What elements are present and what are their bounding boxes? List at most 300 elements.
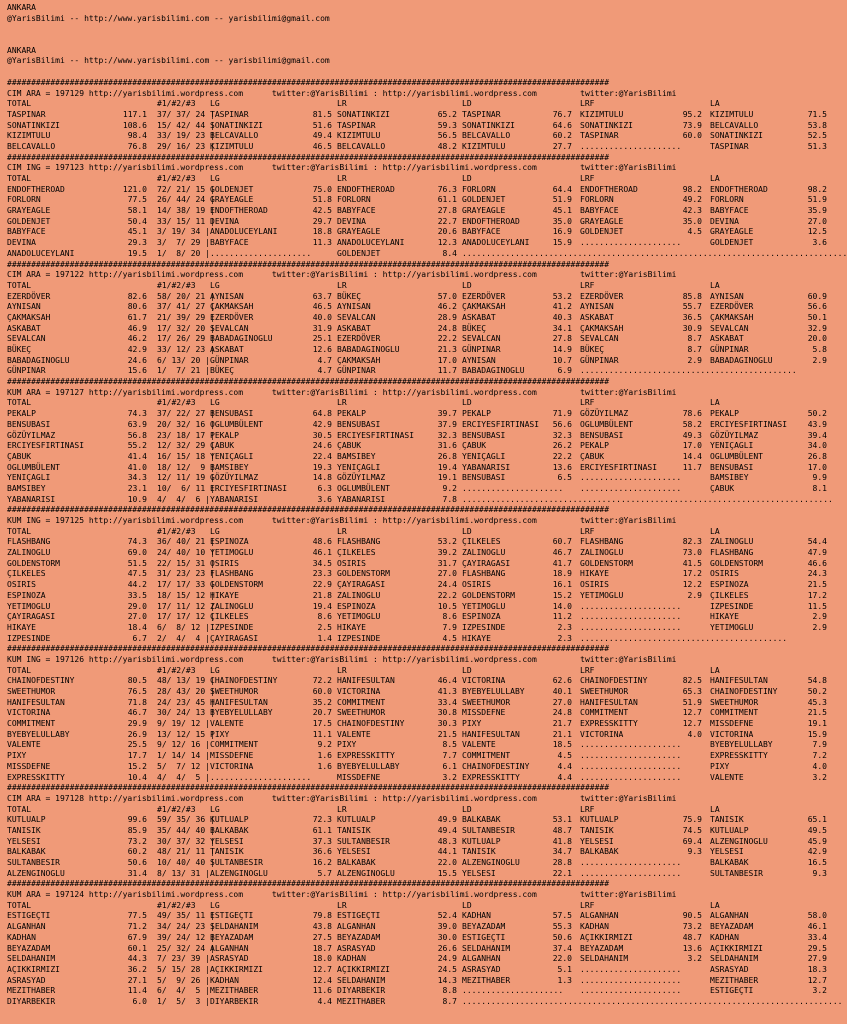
column-header: LRF bbox=[580, 99, 595, 109]
table-cell: YABANARISI bbox=[337, 494, 386, 504]
table-cell: 21.5 bbox=[807, 708, 827, 718]
table-cell: BABYFACE bbox=[337, 206, 376, 216]
column-header: LRF bbox=[580, 900, 595, 910]
table-cell: 29.5 bbox=[807, 943, 827, 953]
table-cell: 17.5 bbox=[312, 719, 332, 729]
table-cell: 36/ 40/ 21 | bbox=[157, 537, 215, 547]
table-cell: ALGANHAN bbox=[580, 911, 619, 921]
table-cell: SULTANBESIR bbox=[7, 858, 60, 868]
table-cell: 60.9 bbox=[807, 291, 827, 301]
table-cell: YENIÇAGLI bbox=[462, 451, 506, 461]
table-row bbox=[7, 248, 847, 260]
table-cell: ..................... bbox=[580, 761, 682, 771]
column-header: LD bbox=[462, 398, 472, 408]
table-cell: 29.0 bbox=[127, 601, 147, 611]
table-cell: BABADAGINOGLU bbox=[337, 345, 400, 355]
table-cell: 65.2 bbox=[437, 109, 457, 119]
table-cell: 99.6 bbox=[127, 815, 147, 825]
table-cell: ASRASYAD bbox=[462, 964, 501, 974]
table-cell: 12.4 bbox=[312, 975, 332, 985]
table-cell: 41.0 bbox=[127, 462, 147, 472]
table-cell: PIXY bbox=[710, 761, 730, 771]
column-header: LA bbox=[710, 280, 720, 290]
table-cell: 42.9 bbox=[312, 419, 332, 429]
table-cell: YETIMOGLU bbox=[580, 590, 624, 600]
table-cell: ..................... bbox=[580, 601, 682, 611]
table-cell: 10.5 bbox=[437, 601, 457, 611]
table-cell: DIYARBEKIR bbox=[7, 996, 56, 1006]
table-cell: 12.7 bbox=[807, 975, 827, 985]
table-cell: KUTLUALP bbox=[337, 815, 376, 825]
table-cell: 11.5 bbox=[807, 601, 827, 611]
table-cell: ENDOFTHEROAD bbox=[7, 184, 65, 194]
table-cell: YELSESI bbox=[337, 847, 371, 857]
table-cell: 30.0 bbox=[437, 932, 457, 942]
table-cell: 27.9 bbox=[807, 954, 827, 964]
table-cell: COMMITMENT bbox=[462, 751, 511, 761]
table-cell: ÇAKMAKSAH bbox=[210, 302, 254, 312]
table-cell: 61.1 bbox=[437, 195, 457, 205]
table-cell: 22/ 15/ 31 | bbox=[157, 558, 215, 568]
table-cell: 24.5 bbox=[437, 964, 457, 974]
table-cell: 27.0 bbox=[127, 612, 147, 622]
table-cell: SWEETHUMOR bbox=[210, 687, 259, 697]
table-cell: 40.3 bbox=[552, 312, 572, 322]
table-cell: ALZENGINOGLU bbox=[337, 868, 395, 878]
table-cell: 51.9 bbox=[552, 195, 572, 205]
table-row bbox=[7, 441, 825, 452]
table-cell: 2.3 bbox=[557, 633, 572, 643]
table-cell: 49.9 bbox=[437, 815, 457, 825]
table-cell: 12/ 32/ 29 | bbox=[157, 441, 215, 451]
table-cell: BEYAZADAM bbox=[580, 943, 624, 953]
table-cell: 28/ 43/ 20 | bbox=[157, 687, 215, 697]
table-cell: KUTLUALP bbox=[580, 815, 619, 825]
table-cell: 2/ 4/ 4 | bbox=[157, 633, 210, 643]
table-cell: AYNISAN bbox=[337, 302, 371, 312]
column-header: TOTAL bbox=[7, 398, 32, 408]
table-cell: 39.7 bbox=[437, 409, 457, 419]
table-cell: 46.1 bbox=[312, 548, 332, 558]
column-header: TOTAL bbox=[7, 900, 32, 910]
table-cell: 98.2 bbox=[682, 184, 702, 194]
column-header: #1/#2/#3 bbox=[157, 526, 196, 536]
column-header: LRF bbox=[580, 804, 595, 814]
table-cell: GÜNPINAR bbox=[462, 345, 501, 355]
table-cell: PIXY bbox=[337, 740, 357, 750]
table-cell: 42.3 bbox=[682, 206, 702, 216]
table-cell: ÇILKELES bbox=[7, 569, 46, 579]
table-cell: YELSESI bbox=[210, 836, 244, 846]
table-cell: 41.5 bbox=[682, 558, 702, 568]
table-cell: 95.2 bbox=[682, 109, 702, 119]
table-cell: 45.9 bbox=[807, 836, 827, 846]
table-cell: CHAINOFDESTINY bbox=[580, 676, 648, 686]
table-cell: 15.6 bbox=[127, 366, 147, 376]
table-cell: 24.6 bbox=[312, 441, 332, 451]
table-cell: 37/ 22/ 27 | bbox=[157, 409, 215, 419]
table-cell: 53.8 bbox=[807, 120, 827, 130]
column-header: LRF bbox=[580, 174, 595, 184]
table-row bbox=[7, 986, 825, 997]
table-cell: ..................... bbox=[210, 772, 312, 782]
table-cell: 6.9 bbox=[557, 366, 572, 376]
table-cell: VICTORINA bbox=[7, 708, 51, 718]
table-cell: ERCIYESFIRTINASI bbox=[7, 441, 85, 451]
table-cell: KUTLUALP bbox=[462, 836, 501, 846]
table-cell: 63.7 bbox=[312, 291, 332, 301]
table-cell: BABADAGINOGLU bbox=[462, 366, 525, 376]
table-cell: TANISIK bbox=[462, 847, 496, 857]
table-cell: 65.1 bbox=[807, 815, 827, 825]
table-cell: ÇAKMAKSAH bbox=[580, 323, 624, 333]
table-cell: BENSUBASI bbox=[7, 419, 51, 429]
table-cell: 85.8 bbox=[682, 291, 702, 301]
table-cell: 51.6 bbox=[312, 120, 332, 130]
table-cell: MEZITHABER bbox=[337, 996, 386, 1006]
table-cell: GÖZÜYILMAZ bbox=[210, 473, 259, 483]
table-cell: GRAYEAGLE bbox=[710, 227, 754, 237]
table-row bbox=[7, 602, 825, 613]
table-cell: 27.5 bbox=[312, 932, 332, 942]
table-cell: PIXY bbox=[7, 751, 27, 761]
table-cell: 117.1 bbox=[122, 109, 147, 119]
table-cell: GÜNPINAR bbox=[210, 355, 249, 365]
table-cell: 2.9 bbox=[812, 612, 827, 622]
column-header: LA bbox=[710, 665, 720, 675]
table-cell: 22.2 bbox=[437, 334, 457, 344]
table-cell: 7.2 bbox=[812, 751, 827, 761]
table-cell: 15.9 bbox=[552, 238, 572, 248]
table-cell: SONATINKIZI bbox=[580, 120, 633, 130]
column-header: LR bbox=[337, 900, 347, 910]
table-cell: 45.3 bbox=[807, 697, 827, 707]
table-cell: BENSUBASI bbox=[337, 419, 381, 429]
table-cell: 78.6 bbox=[682, 409, 702, 419]
table-cell: 50.6 bbox=[127, 858, 147, 868]
column-header: LA bbox=[710, 804, 720, 814]
table-cell: YELSESI bbox=[710, 847, 744, 857]
table-cell: ÇILKELES bbox=[462, 537, 501, 547]
table-cell: DIYARBEKIR bbox=[337, 986, 386, 996]
table-cell: 12.7 bbox=[682, 708, 702, 718]
table-cell: 30.5 bbox=[312, 430, 332, 440]
table-row bbox=[7, 708, 825, 719]
table-cell: 12/ 11/ 19 | bbox=[157, 473, 215, 483]
table-cell: EXPRESSKITTY bbox=[7, 772, 65, 782]
table-cell: PEKALP bbox=[7, 409, 36, 419]
table-cell: 9.2 bbox=[442, 483, 457, 493]
table-cell: BELCAVALLO bbox=[710, 120, 759, 130]
table-cell: ..................... bbox=[580, 740, 682, 750]
table-cell: BENSUBASI bbox=[710, 462, 754, 472]
table-cell: 60.0 bbox=[682, 131, 702, 141]
table-cell: 1.3 bbox=[557, 975, 572, 985]
table-cell: BALKABAK bbox=[210, 825, 249, 835]
table-cell: ..................... bbox=[580, 612, 682, 622]
table-cell: YABANARISI bbox=[7, 494, 56, 504]
table-cell: BAMSIBEY bbox=[337, 451, 376, 461]
table-cell: ..................... bbox=[580, 238, 682, 248]
table-cell: BABADAGINOGLU bbox=[7, 355, 70, 365]
table-cell: ESTIGEÇTI bbox=[337, 911, 381, 921]
table-cell: 30/ 37/ 32 | bbox=[157, 836, 215, 846]
table-cell: 85.9 bbox=[127, 825, 147, 835]
table-cell: 56.8 bbox=[127, 430, 147, 440]
table-cell: 3.2 bbox=[687, 954, 702, 964]
table-cell: ENDOFTHEROAD bbox=[710, 184, 768, 194]
table-cell: ASKABAT bbox=[7, 323, 41, 333]
table-cell: ERCIYESFIRTINASI bbox=[337, 430, 415, 440]
spacer bbox=[7, 24, 825, 45]
spacer bbox=[7, 67, 825, 78]
table-cell: 24.3 bbox=[807, 569, 827, 579]
table-cell: 34.0 bbox=[807, 441, 827, 451]
table-cell: 16.9 bbox=[552, 227, 572, 237]
table-cell: HIKAYE bbox=[337, 622, 366, 632]
table-cell: TANISIK bbox=[337, 825, 371, 835]
race-title: CIM ARA = 197122 http://yarisbilimi.wordpress.com twitter:@YarisBilimi : http://yarisbilimi.wordpress.com twitter:@YarisBilimi bbox=[7, 270, 677, 280]
table-cell: 26.9 bbox=[127, 729, 147, 739]
table-cell: ..................... bbox=[462, 986, 564, 996]
table-cell: YELSESI bbox=[7, 836, 41, 846]
table-cell: OSIRIS bbox=[462, 580, 491, 590]
table-cell: SULTANBESIR bbox=[462, 825, 515, 835]
table-cell: EXPRESSKITTY bbox=[337, 751, 395, 761]
table-cell: 17/ 26/ 29 | bbox=[157, 334, 215, 344]
table-cell: FLASHBANG bbox=[462, 569, 506, 579]
table-cell: 72.2 bbox=[312, 676, 332, 686]
table-cell: GOLDENJET bbox=[580, 227, 624, 237]
column-header: LR bbox=[337, 665, 347, 675]
table-header-row bbox=[7, 281, 825, 292]
table-cell: 52.5 bbox=[807, 131, 827, 141]
table-cell: 71.5 bbox=[807, 109, 827, 119]
table-cell: 44.2 bbox=[127, 580, 147, 590]
table-cell: ÇILKELES bbox=[210, 612, 249, 622]
column-header: TOTAL bbox=[7, 665, 32, 675]
table-cell: 9/ 19/ 12 | bbox=[157, 719, 210, 729]
table-cell: 4.4 bbox=[317, 996, 332, 1006]
column-header: LA bbox=[710, 526, 720, 536]
table-cell: 50.6 bbox=[552, 932, 572, 942]
table-cell: ERCIYESFIRTINASI bbox=[710, 419, 788, 429]
table-cell: KADHAN bbox=[7, 932, 36, 942]
table-cell: 27.0 bbox=[552, 697, 572, 707]
table-cell: 30.3 bbox=[437, 719, 457, 729]
table-cell: ERCIYESFIRTINASI bbox=[210, 483, 288, 493]
table-cell: 17.2 bbox=[682, 569, 702, 579]
table-cell: 6.7 bbox=[132, 633, 147, 643]
table-row bbox=[7, 580, 825, 591]
table-cell: 6/ 4/ 5 | bbox=[157, 986, 210, 996]
table-cell: 43.8 bbox=[312, 922, 332, 932]
table-cell: KUTLUALP bbox=[710, 825, 749, 835]
table-cell: CHAINOFDESTINY bbox=[7, 676, 75, 686]
table-row bbox=[7, 591, 825, 602]
table-row bbox=[7, 559, 825, 570]
table-cell: KUTLUALP bbox=[210, 815, 249, 825]
table-cell: SWEETHUMOR bbox=[710, 697, 759, 707]
table-cell: OGLUMBÜLENT bbox=[7, 462, 60, 472]
table-cell: ÇILKELES bbox=[710, 590, 749, 600]
table-cell: ALGANHAN bbox=[462, 954, 501, 964]
table-cell: BYEBYELULLABY bbox=[337, 761, 400, 771]
table-cell: 7/ 23/ 39 | bbox=[157, 954, 210, 964]
table-cell: HIKAYE bbox=[462, 633, 491, 643]
table-cell: 49.2 bbox=[682, 195, 702, 205]
table-cell: MEZITHABER bbox=[7, 986, 56, 996]
table-cell: 24/ 40/ 10 | bbox=[157, 548, 215, 558]
table-row bbox=[7, 837, 825, 848]
table-row bbox=[7, 452, 825, 463]
table-cell: 13.6 bbox=[552, 462, 572, 472]
table-cell: FORLORN bbox=[710, 195, 744, 205]
table-cell: ..................... bbox=[580, 858, 682, 868]
table-cell: DEVINA bbox=[337, 216, 366, 226]
table-cell: 22.0 bbox=[437, 858, 457, 868]
table-row bbox=[7, 142, 825, 153]
table-cell: 46.5 bbox=[312, 141, 332, 151]
table-cell: 108.6 bbox=[122, 120, 147, 130]
table-cell: AÇIKKIRMIZI bbox=[337, 964, 390, 974]
table-cell: 9.3 bbox=[812, 868, 827, 878]
table-cell: BÜKEÇ bbox=[580, 345, 605, 355]
table-cell: ESPINOZA bbox=[7, 590, 46, 600]
table-cell: 71.8 bbox=[127, 697, 147, 707]
table-row bbox=[7, 334, 825, 345]
table-cell: 8.6 bbox=[317, 612, 332, 622]
table-cell: 80.5 bbox=[127, 676, 147, 686]
table-cell: 10.7 bbox=[552, 355, 572, 365]
table-cell: AÇIKKIRMIZI bbox=[710, 943, 763, 953]
table-cell: 26.2 bbox=[552, 441, 572, 451]
table-cell: 42.9 bbox=[127, 345, 147, 355]
table-cell: ASRASYAD bbox=[7, 975, 46, 985]
table-cell: DEVINA bbox=[210, 216, 239, 226]
table-cell: 6.5 bbox=[557, 473, 572, 483]
table-cell: 65.3 bbox=[682, 687, 702, 697]
column-header: LRF bbox=[580, 665, 595, 675]
table-cell: 69.4 bbox=[682, 836, 702, 846]
table-cell: 51.3 bbox=[807, 141, 827, 151]
table-cell: YELSESI bbox=[462, 868, 496, 878]
table-cell: 3.6 bbox=[317, 494, 332, 504]
table-cell: SULTANBESIR bbox=[337, 836, 390, 846]
table-cell: 51.8 bbox=[312, 195, 332, 205]
table-cell: BYEBYELULLABY bbox=[210, 708, 273, 718]
table-cell: 35.0 bbox=[552, 216, 572, 226]
race-title: KUM ARA = 197127 http://yarisbilimi.wordpress.com twitter:@YarisBilimi : http://yarisbilimi.wordpress.com twitter:@YarisBilimi bbox=[7, 387, 677, 397]
table-cell: KIZIMTULU bbox=[462, 141, 506, 151]
table-cell: IZPESINDE bbox=[462, 622, 506, 632]
table-cell: 25.1 bbox=[312, 334, 332, 344]
table-cell: 24.6 bbox=[127, 355, 147, 365]
table-row bbox=[7, 227, 825, 238]
table-cell: 49.5 bbox=[807, 825, 827, 835]
table-cell: HIKAYE bbox=[580, 569, 609, 579]
table-cell: SWEETHUMOR bbox=[580, 687, 629, 697]
table-cell: 77.5 bbox=[127, 195, 147, 205]
table-cell: 41.4 bbox=[127, 451, 147, 461]
table-cell: 74.3 bbox=[127, 537, 147, 547]
column-header: LG bbox=[210, 900, 220, 910]
table-cell: 56.5 bbox=[437, 131, 457, 141]
table-cell: 49.4 bbox=[312, 131, 332, 141]
table-cell: GÜNPINAR bbox=[580, 355, 619, 365]
table-cell: 2.9 bbox=[687, 590, 702, 600]
table-cell: FLASHBANG bbox=[580, 537, 624, 547]
table-cell: VALENTE bbox=[7, 740, 41, 750]
table-cell: 8.6 bbox=[442, 612, 457, 622]
table-cell: BABYFACE bbox=[210, 238, 249, 248]
table-cell: BALKABAK bbox=[580, 847, 619, 857]
column-header: LR bbox=[337, 280, 347, 290]
table-cell: ESPINOZA bbox=[210, 537, 249, 547]
table-cell: 6.1 bbox=[442, 761, 457, 771]
table-cell: 15.2 bbox=[127, 761, 147, 771]
table-cell: FORLORN bbox=[580, 195, 614, 205]
table-cell: 15/ 42/ 44 | bbox=[157, 120, 215, 130]
table-cell: KADHAN bbox=[462, 911, 491, 921]
table-cell: 14.8 bbox=[312, 473, 332, 483]
table-cell: 5/ 7/ 12 | bbox=[157, 761, 210, 771]
table-cell: 98.4 bbox=[127, 131, 147, 141]
table-cell: 6/ 8/ 12 | bbox=[157, 622, 210, 632]
table-cell: ESPINOZA bbox=[337, 601, 376, 611]
table-row bbox=[7, 826, 825, 837]
table-cell: 41.7 bbox=[552, 558, 572, 568]
table-cell: ..................... bbox=[580, 772, 682, 782]
source-line-repeat: @YarisBilimi -- http://www.yarisbilimi.com -- yarisbilimi@gmail.com bbox=[7, 56, 330, 66]
table-cell: OSIRIS bbox=[7, 580, 36, 590]
table-row bbox=[7, 922, 825, 933]
table-cell: ÇAYIRAGASI bbox=[210, 633, 259, 643]
table-cell: BÜKEÇ bbox=[210, 366, 235, 376]
table-cell: 44.3 bbox=[127, 954, 147, 964]
table-cell: 58/ 20/ 21 | bbox=[157, 291, 215, 301]
table-cell: GOLDENSTORM bbox=[7, 558, 60, 568]
table-cell: 56.6 bbox=[552, 419, 572, 429]
table-cell: YENIÇAGLI bbox=[210, 451, 254, 461]
table-cell: EZERDÖVER bbox=[710, 302, 754, 312]
table-cell: AÇIKKIRMIZI bbox=[7, 964, 60, 974]
table-cell: SWEETHUMOR bbox=[462, 697, 511, 707]
race-title: CIM ARA = 197129 http://yarisbilimi.wordpress.com twitter:@YarisBilimi : http://yarisbilimi.wordpress.com twitter:@YarisBilimi bbox=[7, 88, 677, 98]
column-header: TOTAL bbox=[7, 280, 32, 290]
table-cell: 2.3 bbox=[557, 622, 572, 632]
column-header: LG bbox=[210, 174, 220, 184]
table-cell: 63.9 bbox=[127, 419, 147, 429]
table-row bbox=[7, 238, 825, 249]
table-row bbox=[7, 719, 825, 730]
table-cell: OGLUMBÜLENT bbox=[337, 483, 390, 493]
column-header: LD bbox=[462, 99, 472, 109]
table-cell: 17.0 bbox=[682, 441, 702, 451]
table-cell: MISSDEFNE bbox=[210, 751, 254, 761]
table-cell: 35.9 bbox=[807, 206, 827, 216]
table-cell: 17/ 32/ 20 | bbox=[157, 323, 215, 333]
table-cell: FLASHBANG bbox=[337, 537, 381, 547]
table-cell: VICTORINA bbox=[580, 729, 624, 739]
table-cell: MEZITHABER bbox=[210, 986, 259, 996]
table-cell: GÜNPINAR bbox=[337, 366, 376, 376]
column-header: LR bbox=[337, 526, 347, 536]
table-cell: 21.8 bbox=[312, 590, 332, 600]
table-cell: 2.5 bbox=[317, 622, 332, 632]
table-cell: 34.1 bbox=[552, 323, 572, 333]
table-cell: 54.4 bbox=[807, 537, 827, 547]
